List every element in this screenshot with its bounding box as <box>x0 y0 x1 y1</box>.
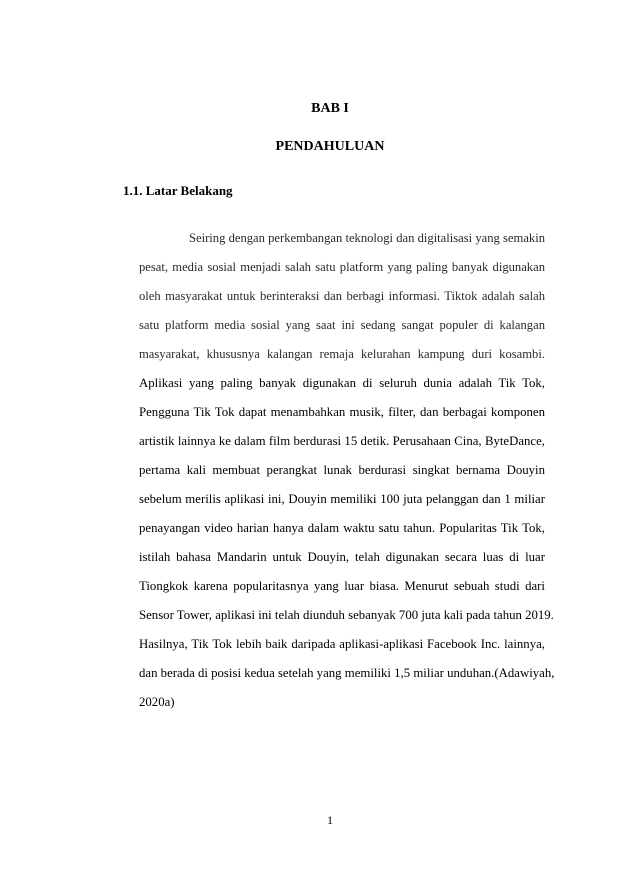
paragraph-line: satu platform media sosial yang saat ini sedang sangat populer di kalangan <box>139 318 545 332</box>
paragraph-line: sebelum merilis aplikasi ini, Douyin memiliki 100 juta pelanggan dan 1 miliar <box>139 492 545 506</box>
paragraph-line: Aplikasi yang paling banyak digunakan di seluruh dunia adalah Tik Tok, <box>139 376 545 390</box>
paragraph-line: Pengguna Tik Tok dapat menambahkan musik, filter, dan berbagai komponen <box>139 405 545 419</box>
paragraph-line: Seiring dengan perkembangan teknologi dan digitalisasi yang semakin <box>189 231 545 245</box>
paragraph-line: Tiongkok karena popularitasnya yang luar biasa. Menurut sebuah studi dari <box>139 579 545 593</box>
section-heading: 1.1. Latar Belakang <box>123 183 233 198</box>
chapter-number: BAB I <box>311 101 349 116</box>
paragraph-line: 2020a) <box>139 695 175 709</box>
chapter-title: PENDAHULUAN <box>275 139 385 154</box>
paragraph-line: oleh masyarakat untuk berinteraksi dan berbagi informasi. Tiktok adalah salah <box>139 289 545 303</box>
paragraph-line: dan berada di posisi kedua setelah yang memiliki 1,5 miliar unduhan.(Adawiyah, <box>139 666 555 680</box>
paragraph-line: pesat, media sosial menjadi salah satu platform yang paling banyak digunakan <box>139 260 545 274</box>
paragraph-line: masyarakat, khususnya kalangan remaja kelurahan kampung duri kosambi. <box>139 347 545 361</box>
paragraph-line: penayangan video harian hanya dalam waktu satu tahun. Popularitas Tik Tok, <box>139 521 545 535</box>
paragraph-line: istilah bahasa Mandarin untuk Douyin, telah digunakan secara luas di luar <box>139 550 545 564</box>
paragraph-line: Hasilnya, Tik Tok lebih baik daripada aplikasi-aplikasi Facebook Inc. lainnya, <box>139 637 545 651</box>
paragraph-line: Sensor Tower, aplikasi ini telah diunduh sebanyak 700 juta kali pada tahun 2019. <box>139 608 554 622</box>
page-number: 1 <box>327 813 333 827</box>
paragraph-line: pertama kali membuat perangkat lunak berdurasi singkat bernama Douyin <box>139 463 545 477</box>
paragraph-line: artistik lainnya ke dalam film berdurasi 15 detik. Perusahaan Cina, ByteDance, <box>139 434 545 448</box>
